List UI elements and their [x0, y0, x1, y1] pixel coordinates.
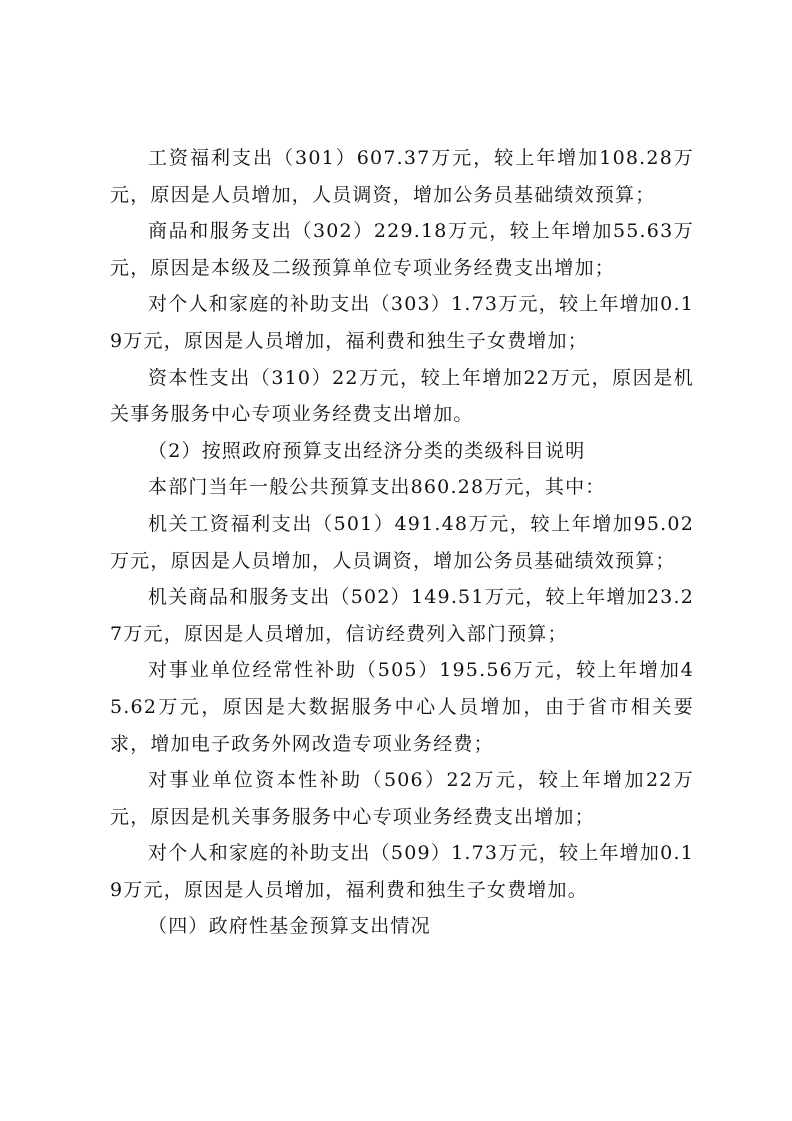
section-heading-government-fund: （四）政府性基金预算支出情况 [148, 915, 431, 938]
paragraph-individual-family-subsidy: 对个人和家庭的补助支出（303）1.73万元，较上年增加0.19万元，原因是人员增加，福利费和独生子女费增加； [110, 293, 694, 352]
paragraph-total-expenditure: 本部门当年一般公共预算支出860.28万元，其中： [148, 476, 606, 499]
paragraph-institution-capital-subsidy: 对事业单位资本性补助（506）22万元，较上年增加22万元，原因是机关事务服务中心专项业务经费支出增加； [110, 769, 694, 828]
paragraph-goods-services: 商品和服务支出（302）229.18万元，较上年增加55.63万元，原因是本级及二级预算单位专项业务经费支出增加； [110, 220, 694, 279]
paragraph-institution-regular-subsidy: 对事业单位经常性补助（505）195.56万元，较上年增加45.62万元，原因是大数据服务中心人员增加，由于省市相关要求，增加电子政务外网改造专项业务经费； [110, 659, 694, 755]
document-body [110, 140, 694, 945]
paragraph-agency-salary-welfare: 机关工资福利支出（501）491.48万元，较上年增加95.02万元，原因是人员增加，人员调资，增加公务员基础绩效预算； [110, 512, 694, 572]
paragraph-salary-welfare: 工资福利支出（301）607.37万元，较上年增加108.28万元，原因是人员增加，人员调资，增加公务员基础绩效预算； [110, 147, 694, 206]
paragraph-agency-goods-services: 机关商品和服务支出（502）149.51万元，较上年增加23.27万元，原因是人员增加，信访经费列入部门预算； [110, 586, 694, 645]
paragraph-capital-expenditure: 资本性支出（310）22万元，较上年增加22万元，原因是机关事务服务中心专项业务经费支出增加。 [110, 366, 694, 426]
paragraph-individual-family-subsidy-509: 对个人和家庭的补助支出（509）1.73万元，较上年增加0.19万元，原因是人员增加，福利费和独生子女费增加。 [110, 842, 694, 901]
section-heading-economic-classification: （2）按照政府预算支出经济分类的类级科目说明 [148, 439, 586, 462]
